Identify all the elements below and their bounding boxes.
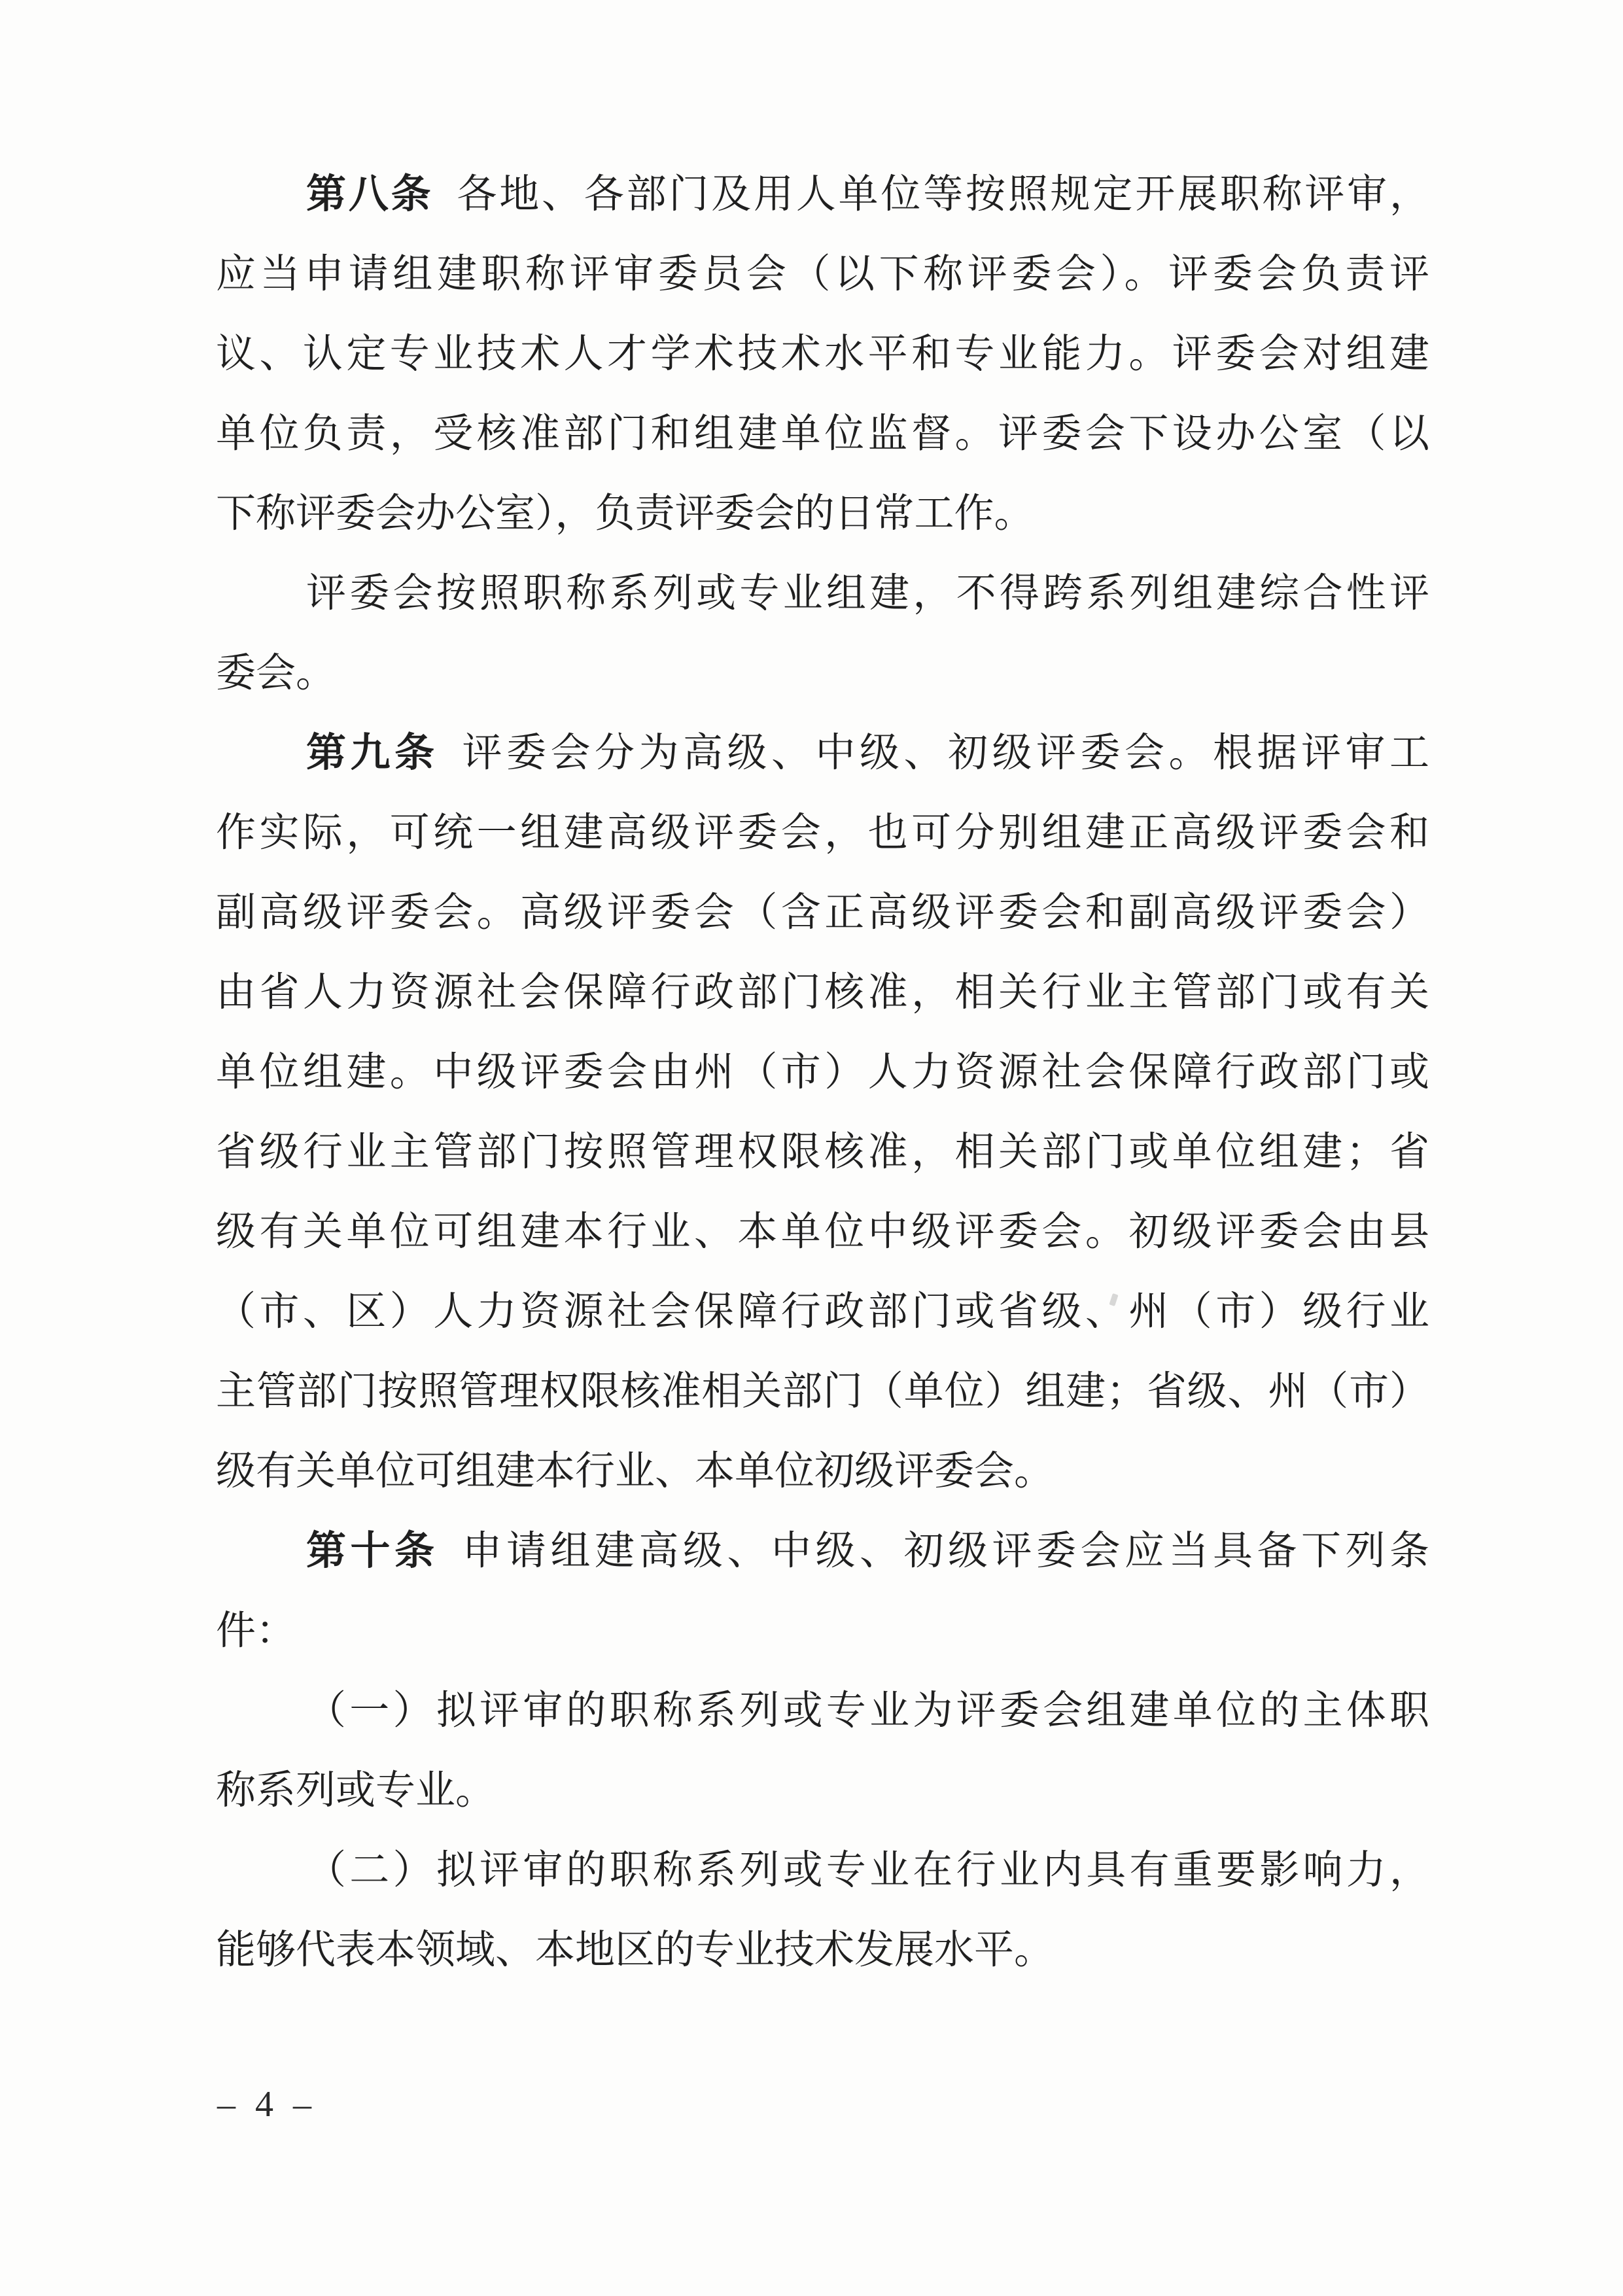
text-line: 第九条 评委会分为高级、中级、初级评委会。根据评审工 bbox=[306, 731, 1429, 775]
text-line: 下称评委会办公室），负责评委会的日常工作。 bbox=[216, 492, 1034, 536]
article-number: 第八条 bbox=[306, 173, 434, 217]
text-line: 副高级评委会。高级评委会（含正高级评委会和副高级评委会） bbox=[216, 891, 1429, 935]
text-line: 省级行业主管部门按照管理权限核准，相关部门或单位组建；省 bbox=[216, 1130, 1429, 1174]
text-line: 级有关单位可组建本行业、本单位中级评委会。初级评委会由县 bbox=[216, 1210, 1429, 1254]
text-line: 件： bbox=[216, 1609, 296, 1653]
article-number: 第十条 bbox=[306, 1529, 439, 1573]
text-line: 单位组建。中级评委会由州（市）人力资源社会保障行政部门或 bbox=[216, 1051, 1429, 1094]
text-line: （市、区）人力资源社会保障行政部门或省级、州（市）级行业 bbox=[216, 1290, 1429, 1334]
text-line: 单位负责，受核准部门和组建单位监督。评委会下设办公室（以 bbox=[216, 412, 1429, 456]
text-line: （一）拟评审的职称系列或专业为评委会组建单位的主体职 bbox=[306, 1689, 1429, 1733]
text-line: 评委会按照职称系列或专业组建，不得跨系列组建综合性评 bbox=[306, 572, 1429, 616]
text-line: （二）拟评审的职称系列或专业在行业内具有重要影响力， bbox=[306, 1849, 1429, 1892]
article-number: 第九条 bbox=[306, 731, 439, 775]
document-body bbox=[216, 155, 1429, 1991]
text-line: 第八条 各地、各部门及用人单位等按照规定开展职称评审， bbox=[306, 173, 1429, 217]
text-line: 级有关单位可组建本行业、本单位初级评委会。 bbox=[216, 1450, 1055, 1493]
page-number: – 4 – bbox=[217, 2084, 317, 2125]
text-line: 由省人力资源社会保障行政部门核准，相关行业主管部门或有关 bbox=[216, 971, 1429, 1015]
text-line: 议、认定专业技术人才学术技术水平和专业能力。评委会对组建 bbox=[216, 332, 1429, 376]
text-line: 称系列或专业。 bbox=[216, 1769, 496, 1813]
text-line: 委会。 bbox=[216, 652, 336, 695]
text-line: 作实际，可统一组建高级评委会，也可分别组建正高级评委会和 bbox=[216, 811, 1429, 855]
text-line: 应当申请组建职称评审委员会（以下称评委会）。评委会负责评 bbox=[216, 252, 1429, 296]
text-line: 主管部门按照管理权限核准相关部门（单位）组建；省级、州（市） bbox=[216, 1370, 1429, 1414]
text-line: 能够代表本领域、本地区的专业技术发展水平。 bbox=[216, 1928, 1055, 1972]
text-line: 第十条 申请组建高级、中级、初级评委会应当具备下列条 bbox=[306, 1529, 1429, 1573]
